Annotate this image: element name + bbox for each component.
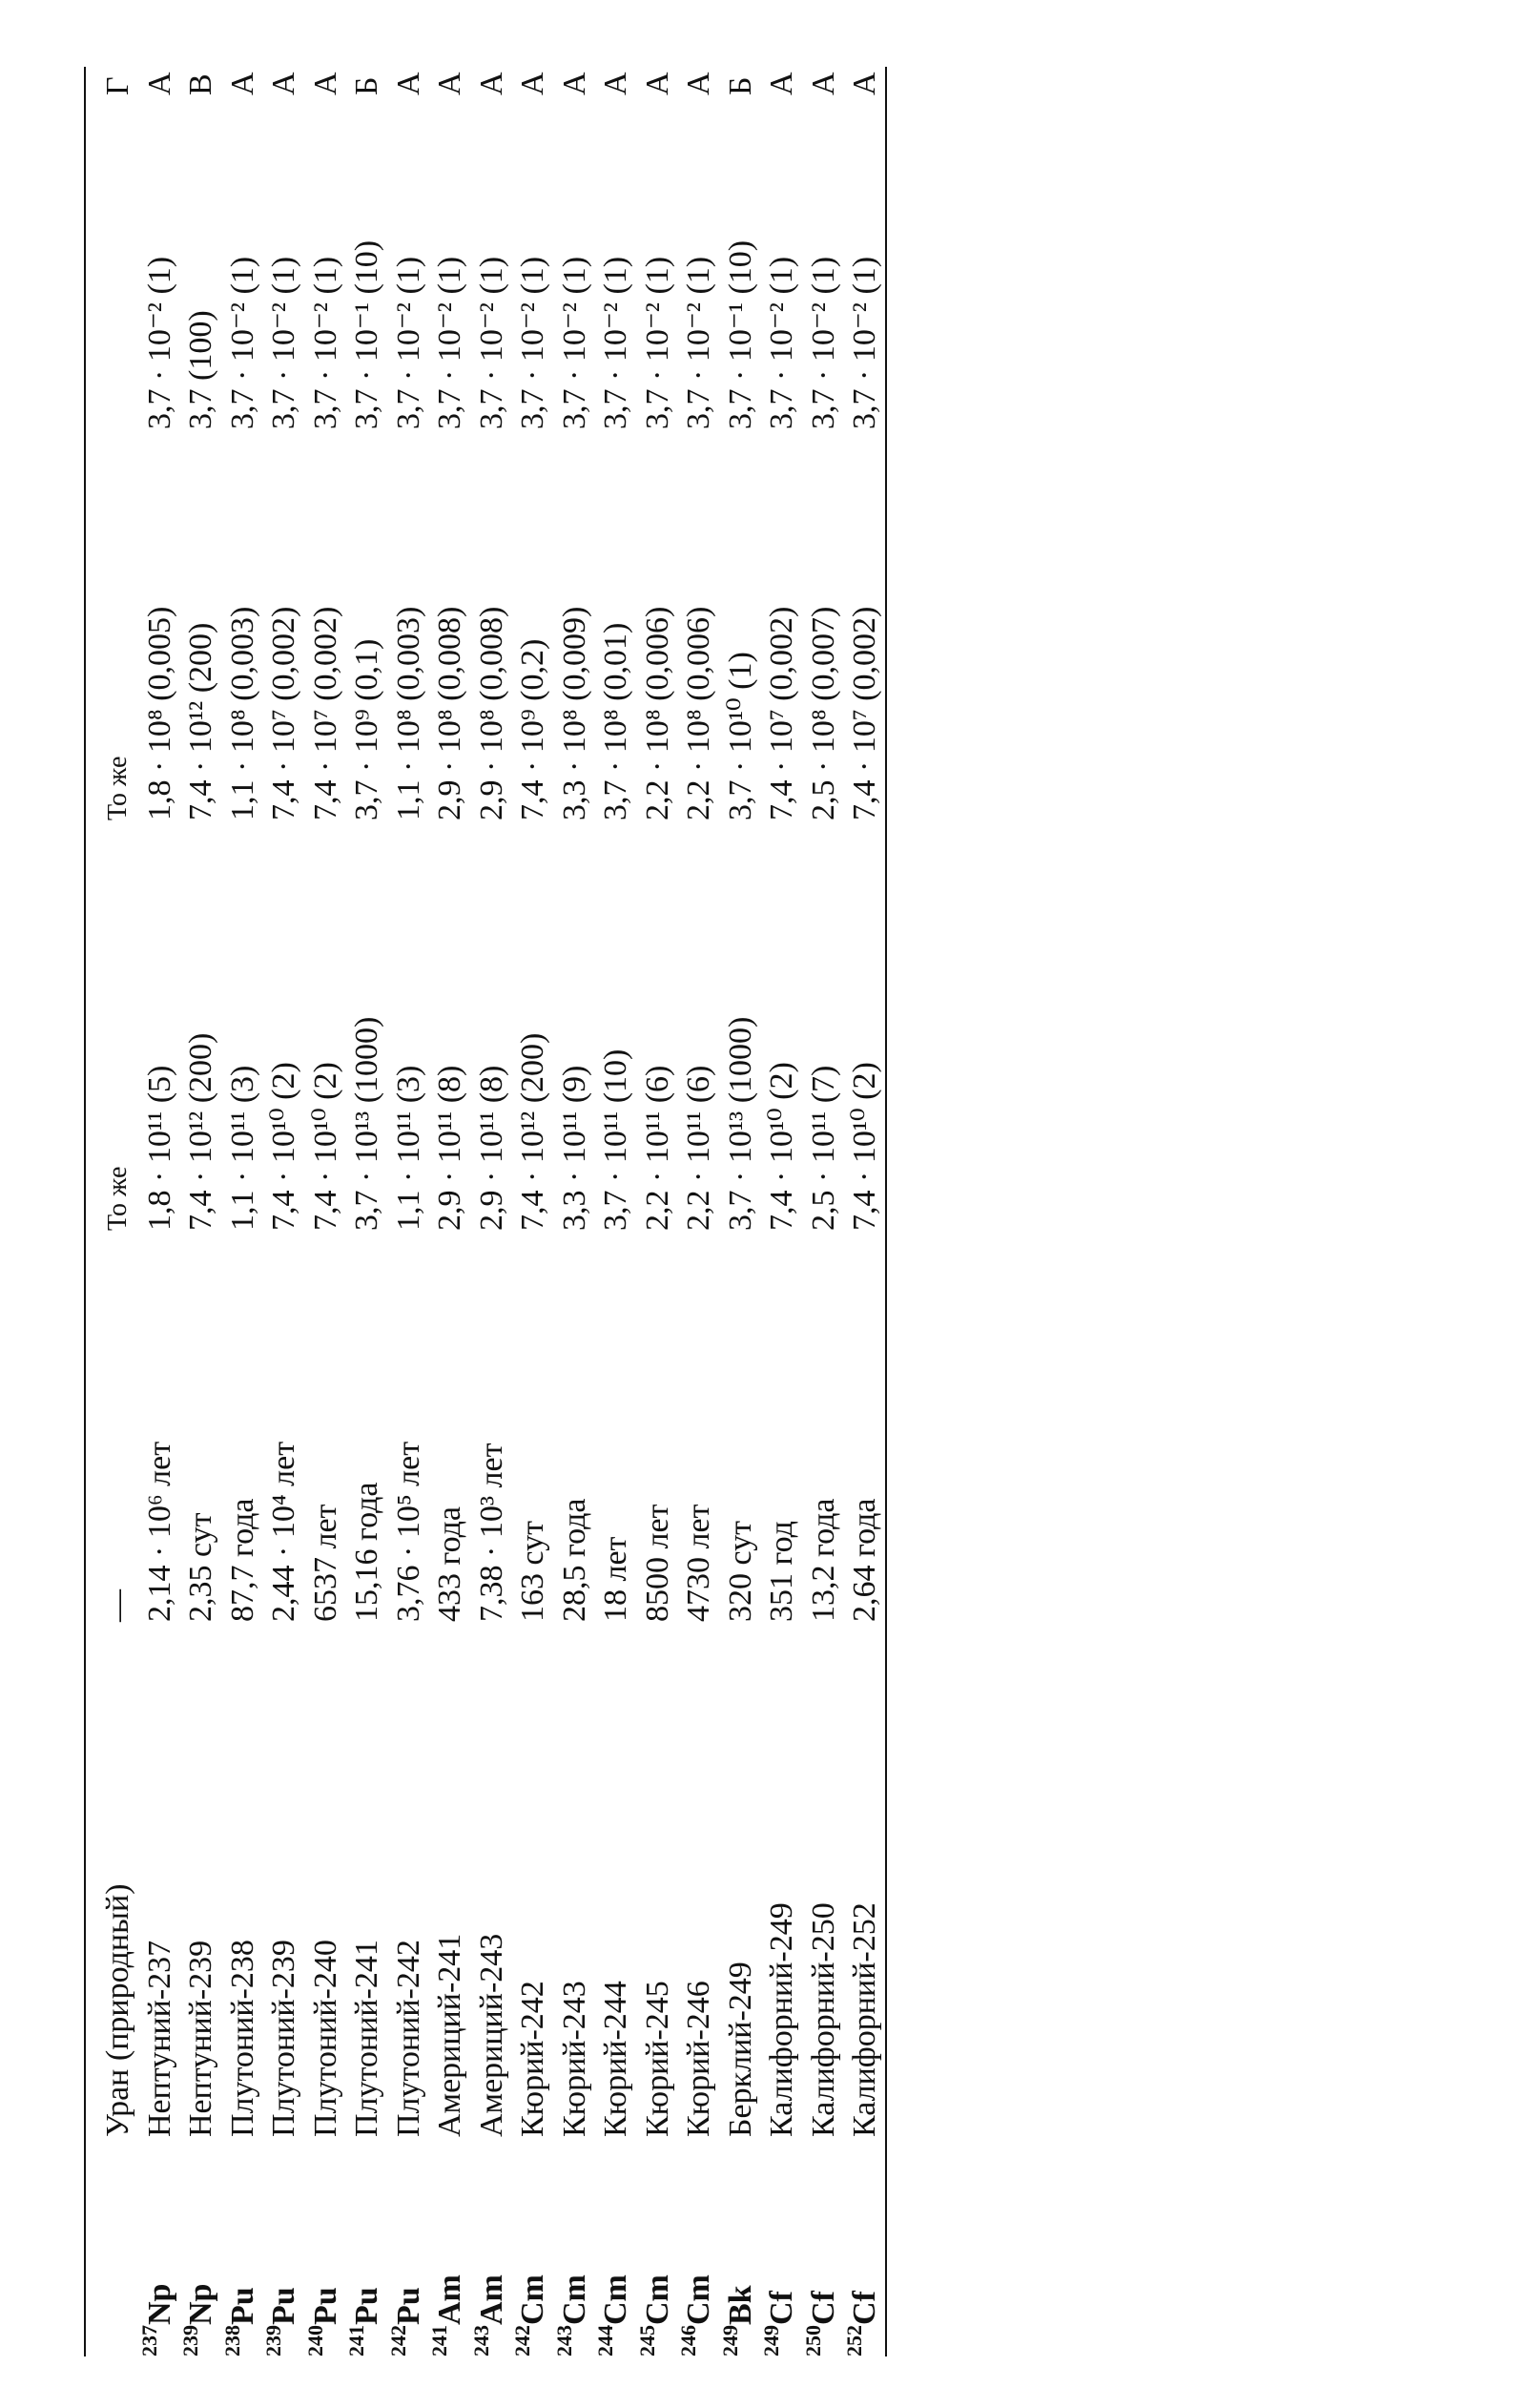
isotope-symbol [761, 2291, 806, 2356]
activity-1: 1,1 · 10¹¹ (3) [224, 1065, 260, 1231]
activity-3: 3,7 · 10⁻² (1) [141, 256, 177, 429]
activity-1: 2,2 · 10¹¹ (6) [639, 1065, 675, 1231]
isotope-symbol [302, 2287, 350, 2356]
activity-3: 3,7 · 10⁻² (1) [473, 256, 509, 429]
isotope-symbol [263, 2287, 308, 2356]
mass-number: 249 [759, 2325, 783, 2356]
activity-1: 7,4 · 10¹² (200) [183, 1032, 218, 1231]
isotope-symbol [717, 2285, 765, 2356]
isotope-symbol [346, 2287, 391, 2356]
activity-2: 1,1 · 10⁸ (0,003) [390, 606, 426, 820]
table-row [468, 67, 513, 2356]
activity-1: 3,3 · 10¹¹ (9) [556, 1065, 592, 1231]
activity-3: 3,7 · 10⁻² (1) [432, 256, 467, 429]
mass-number: 241 [344, 2325, 368, 2356]
half-life: 433 года [432, 1505, 467, 1622]
group-letter: А [805, 72, 841, 95]
group-letter: А [266, 72, 301, 95]
element-symbol: Cm [681, 2274, 716, 2325]
activity-1: 2,2 · 10¹¹ (6) [681, 1065, 716, 1231]
table-row [595, 67, 637, 2356]
element-symbol: Cm [515, 2274, 550, 2325]
activity-1: 3,7 · 10¹³ (1000) [722, 1016, 758, 1231]
activity-1: 3,7 · 10¹¹ (10) [598, 1048, 633, 1231]
rotated-table [38, 67, 897, 2356]
nuclide-name: Америций-241 [432, 1933, 467, 2137]
mass-number: 244 [593, 2325, 617, 2356]
isotope-symbol [800, 2291, 848, 2356]
mass-number: 242 [510, 2325, 534, 2356]
half-life: 2,14 · 10⁶ лет [141, 1441, 177, 1622]
mass-number: 241 [427, 2325, 451, 2356]
half-life: 7,38 · 10³ лет [473, 1443, 509, 1622]
half-life: 4730 лет [681, 1504, 716, 1622]
isotope-symbol [219, 2287, 267, 2356]
activity-1: 7,4 · 10¹² (200) [515, 1032, 550, 1231]
table-row [180, 67, 222, 2356]
isotope-symbol [136, 2283, 184, 2356]
activity-3: 3,7 · 10⁻² (1) [598, 256, 633, 429]
activity-1: 7,4 · 10¹⁰ (2) [847, 1062, 882, 1231]
activity-3: 3,7 · 10⁻² (1) [805, 256, 841, 429]
half-life: 87,7 года [224, 1498, 260, 1622]
activity-2: 7,4 · 10⁷ (0,002) [764, 606, 799, 820]
mass-number: 242 [385, 2325, 410, 2356]
activity-1: 1,1 · 10¹¹ (3) [390, 1065, 426, 1231]
element-symbol: Pu [390, 2287, 426, 2325]
element-symbol: Cf [764, 2291, 799, 2325]
table-row [385, 67, 430, 2356]
nuclide-name: Кюрий-246 [681, 1981, 716, 2137]
element-symbol: Cf [847, 2291, 882, 2325]
table-row [761, 67, 803, 2356]
element-symbol: Np [183, 2283, 218, 2325]
nuclide-name: Кюрий-243 [556, 1981, 592, 2137]
activity-3: 3,7 · 10⁻² (1) [847, 256, 882, 429]
activity-2: 7,4 · 10¹² (200) [183, 622, 218, 820]
activity-3: 3,7 · 10⁻² (1) [266, 256, 301, 429]
activity-2: 1,8 · 10⁸ (0,005) [141, 606, 177, 820]
element-symbol: Cm [639, 2274, 675, 2325]
activity-3: 3,7 · 10⁻² (1) [307, 256, 343, 429]
activity-1: 2,5 · 10¹¹ (7) [805, 1065, 841, 1231]
table-row [678, 67, 720, 2356]
same-label: То же [103, 1166, 133, 1231]
activity-3: 3,7 · 10⁻² (1) [224, 256, 260, 429]
element-symbol: Bk [722, 2285, 758, 2325]
table-row [97, 67, 139, 2356]
activity-1: 2,9 · 10¹¹ (8) [432, 1065, 467, 1231]
activity-2: 2,2 · 10⁸ (0,006) [681, 606, 716, 820]
element-symbol: Pu [224, 2287, 260, 2325]
mass-number: 252 [842, 2325, 866, 2356]
group-letter: А [515, 72, 550, 95]
table-row [346, 67, 388, 2356]
nuclide-name: Кюрий-244 [598, 1981, 633, 2137]
isotope-symbol [468, 2274, 516, 2356]
activity-2: 1,1 · 10⁸ (0,003) [224, 606, 260, 820]
nuclide-name: Берклий-249 [722, 1962, 758, 2137]
element-symbol: Cf [805, 2291, 841, 2325]
half-life: 163 сут [515, 1520, 550, 1622]
isotope-symbol [551, 2274, 599, 2356]
half-life: 6537 лет [307, 1504, 343, 1622]
table-row [302, 67, 347, 2356]
table-row [717, 67, 762, 2356]
half-life: — [100, 1589, 135, 1622]
half-life: 2,44 · 10⁴ лет [266, 1441, 301, 1622]
element-symbol: Am [432, 2274, 467, 2325]
mass-number: 243 [468, 2325, 493, 2356]
table-row [844, 67, 886, 2356]
activity-2: 3,7 · 10⁸ (0,01) [598, 622, 633, 820]
activity-2: 2,9 · 10⁸ (0,008) [473, 606, 509, 820]
activity-3: 3,7 · 10⁻¹ (10) [349, 239, 384, 429]
group-letter: А [639, 72, 675, 95]
nuclide-name: Нептуний-239 [183, 1940, 218, 2137]
nuclide-name: Калифорний-249 [764, 1902, 799, 2137]
isotope-symbol [385, 2287, 433, 2356]
nuclide-name: Плутоний-240 [307, 1940, 343, 2137]
group-letter: А [432, 72, 467, 95]
mass-number: 250 [800, 2325, 825, 2356]
activity-1: 1,8 · 10¹¹ (5) [141, 1065, 177, 1231]
activity-1: 3,7 · 10¹³ (1000) [349, 1016, 384, 1231]
mass-number: 249 [717, 2325, 742, 2356]
element-symbol: Am [473, 2274, 509, 2325]
group-letter: А [473, 72, 509, 95]
mass-number: 238 [219, 2325, 244, 2356]
isotope-symbol [844, 2291, 889, 2356]
activity-3: 3,7 · 10⁻² (1) [390, 256, 426, 429]
nuclide-name: Калифорний-252 [847, 1902, 882, 2137]
activity-2: 2,5 · 10⁸ (0,007) [805, 606, 841, 820]
nuclide-name: Плутоний-241 [349, 1940, 384, 2137]
group-letter: А [556, 72, 592, 95]
mass-number: 245 [634, 2325, 659, 2356]
activity-2: 2,2 · 10⁸ (0,006) [639, 606, 675, 820]
isotope-symbol [634, 2274, 682, 2356]
nuclide-name: Кюрий-242 [515, 1981, 550, 2137]
activity-2: 3,7 · 10⁹ (0,1) [349, 638, 384, 820]
half-life: 2,64 года [847, 1498, 882, 1622]
activity-3: 3,7 · 10⁻² (1) [764, 256, 799, 429]
table-row [263, 67, 305, 2356]
half-life: 18 лет [598, 1536, 633, 1622]
activity-1: 7,4 · 10¹⁰ (2) [307, 1062, 343, 1231]
isotope-symbol [595, 2274, 640, 2356]
activity-3: 3,7 · 10⁻² (1) [639, 256, 675, 429]
half-life: 351 год [764, 1521, 799, 1622]
mass-number: 237 [136, 2325, 161, 2356]
group-letter: А [681, 72, 716, 95]
activity-1: 7,4 · 10¹⁰ (2) [764, 1062, 799, 1231]
group-letter: А [598, 72, 633, 95]
table-row [551, 67, 596, 2356]
element-symbol: Pu [349, 2287, 384, 2325]
table-row [136, 67, 181, 2356]
mass-number: 239 [178, 2325, 202, 2356]
mass-number: 243 [551, 2325, 576, 2356]
group-letter: А [224, 72, 260, 95]
element-symbol: Np [141, 2283, 177, 2325]
activity-3: 3,7 (100) [183, 310, 218, 429]
group-letter: А [847, 72, 882, 95]
table-top-rule [84, 67, 86, 2356]
table-row [634, 67, 679, 2356]
group-letter: Б [349, 76, 384, 95]
nuclide-name: Плутоний-239 [266, 1940, 301, 2137]
nuclide-name: Кюрий-245 [639, 1981, 675, 2137]
group-letter: Г [100, 76, 135, 95]
activity-2: 7,4 · 10⁷ (0,002) [307, 606, 343, 820]
activity-2: 3,3 · 10⁸ (0,009) [556, 606, 592, 820]
group-letter: А [390, 72, 426, 95]
nuclide-name: Америций-243 [473, 1933, 509, 2137]
nuclide-name: Плутоний-238 [224, 1940, 260, 2137]
nuclide-name: Плутоний-242 [390, 1940, 426, 2137]
activity-3: 3,7 · 10⁻² (1) [556, 256, 592, 429]
mass-number: 240 [302, 2325, 327, 2356]
group-letter: Б [722, 76, 758, 95]
activity-3: 3,7 · 10⁻¹ (10) [722, 239, 758, 429]
group-letter: А [141, 72, 177, 95]
activity-3: 3,7 · 10⁻² (1) [681, 256, 716, 429]
element-symbol: Pu [266, 2287, 301, 2325]
same-label: То же [103, 756, 133, 820]
activity-1: 7,4 · 10¹⁰ (2) [266, 1062, 301, 1231]
group-letter: А [307, 72, 343, 95]
mass-number: 239 [261, 2325, 285, 2356]
half-life: 28,5 года [556, 1498, 592, 1622]
mass-number: 246 [676, 2325, 700, 2356]
isotope-symbol [678, 2274, 723, 2356]
table-row [512, 67, 554, 2356]
table-row [429, 67, 471, 2356]
activity-3: 3,7 · 10⁻² (1) [515, 256, 550, 429]
half-life: 13,2 года [805, 1498, 841, 1622]
group-letter: В [183, 73, 218, 95]
activity-2: 7,4 · 10⁷ (0,002) [266, 606, 301, 820]
element-symbol: Pu [307, 2287, 343, 2325]
element-symbol: Cm [598, 2274, 633, 2325]
table-row [800, 67, 845, 2356]
half-life: 15,16 года [349, 1482, 384, 1622]
table-row [219, 67, 264, 2356]
activity-2: 7,4 · 10⁷ (0,002) [847, 606, 882, 820]
activity-1: 2,9 · 10¹¹ (8) [473, 1065, 509, 1231]
activity-2: 7,4 · 10⁹ (0,2) [515, 638, 550, 820]
activity-2: 2,9 · 10⁸ (0,008) [432, 606, 467, 820]
activity-2: 3,7 · 10¹⁰ (1) [722, 652, 758, 820]
nuclide-name: Нептуний-237 [141, 1940, 177, 2137]
half-life: 320 сут [722, 1520, 758, 1622]
isotope-symbol [512, 2274, 557, 2356]
half-life: 2,35 сут [183, 1512, 218, 1622]
nuclide-name: Уран (природный) [100, 1883, 135, 2137]
group-letter: А [764, 72, 799, 95]
nuclide-name: Калифорний-250 [805, 1902, 841, 2137]
table-bottom-rule [885, 67, 887, 2356]
isotope-symbol [429, 2274, 474, 2356]
half-life: 3,76 · 10⁵ лет [390, 1441, 426, 1622]
isotope-symbol [180, 2284, 225, 2356]
half-life: 8500 лет [639, 1504, 675, 1622]
element-symbol: Cm [556, 2274, 592, 2325]
